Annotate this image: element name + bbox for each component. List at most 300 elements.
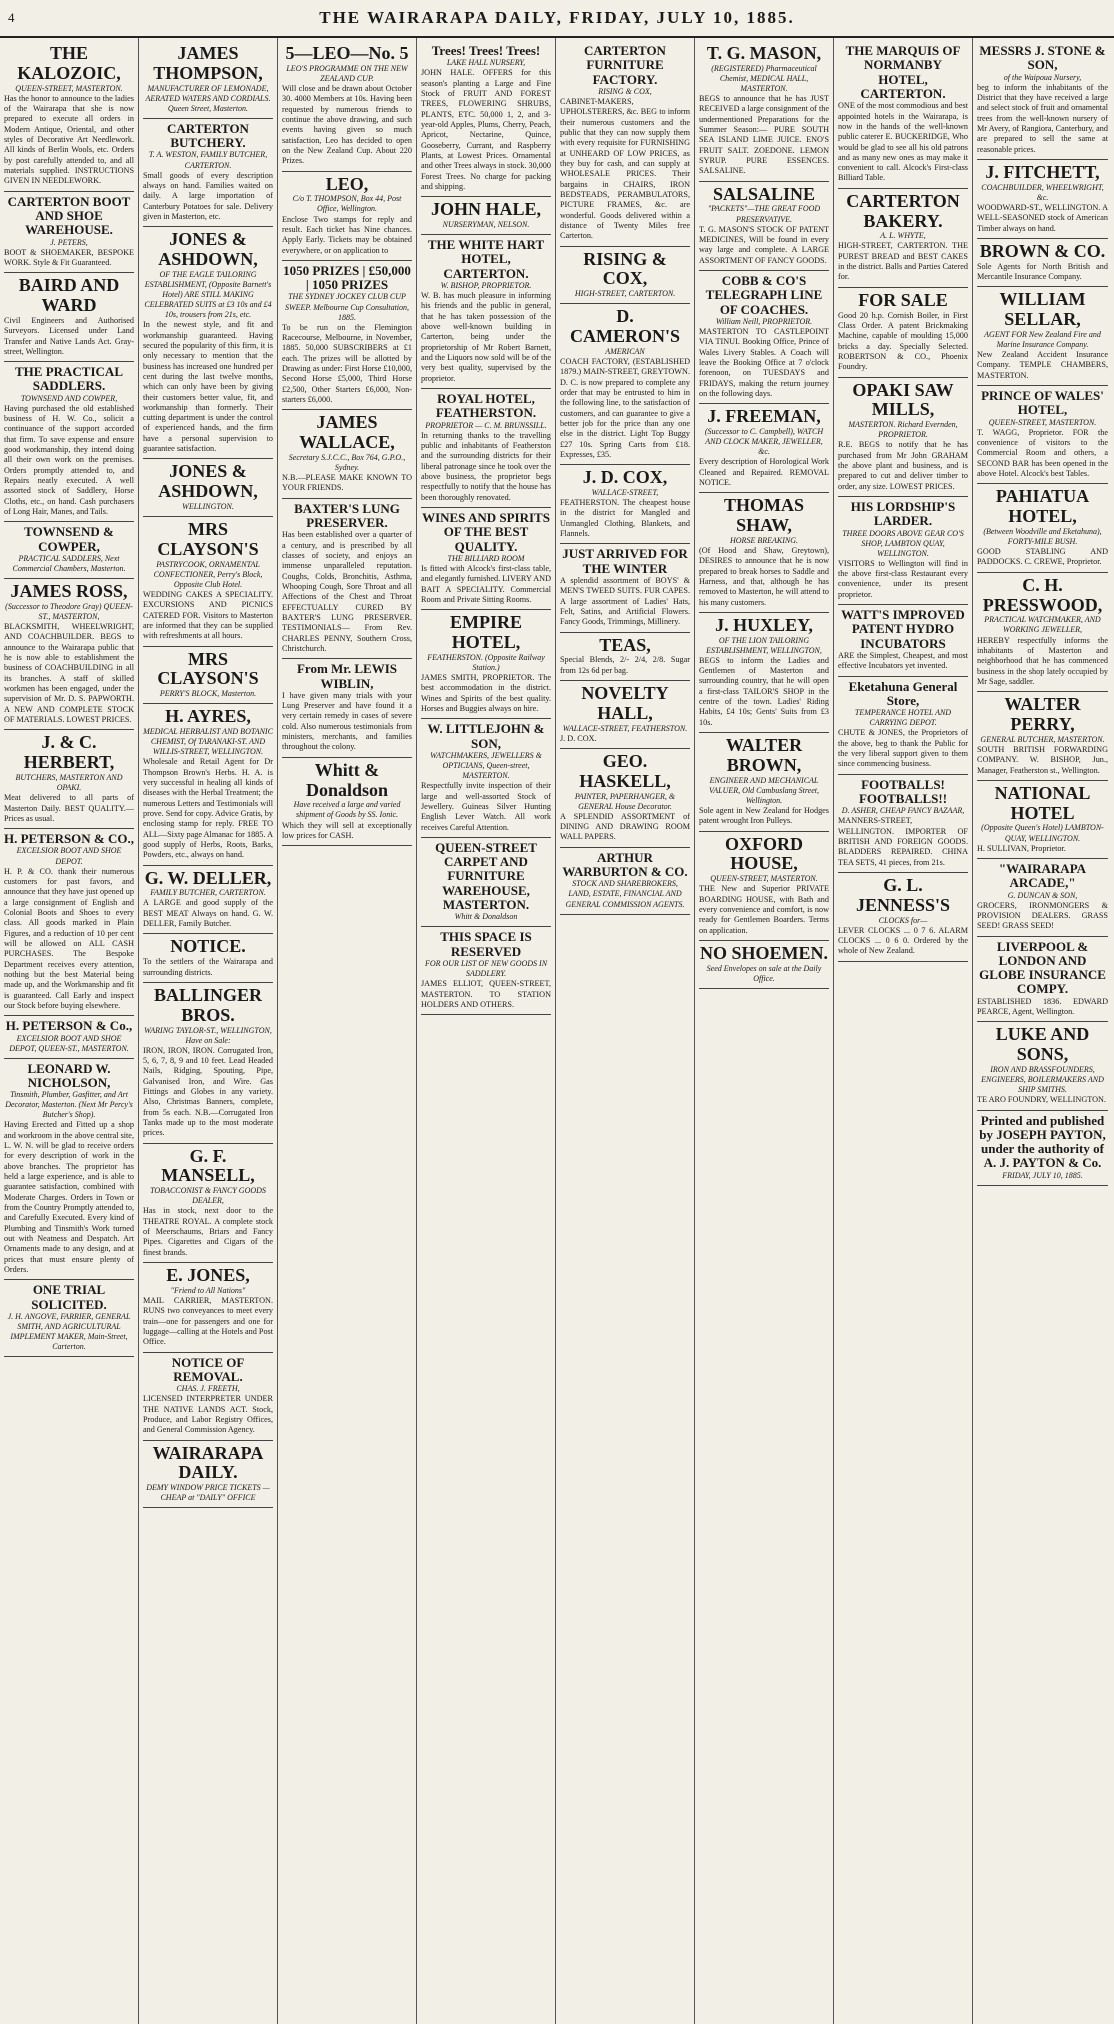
advertisement — [143, 227, 273, 459]
advertisement — [699, 493, 829, 613]
advertisement-body: beg to inform the inhabitants of the District that they have received a large and select stock of fruit and ornamental trees from the well-known nursery of Mr Avery, of Rangiora, Canterbury, and are prepared to sell the same at reasonable prices. — [977, 82, 1108, 154]
advertisement-sub: PROPRIETOR — C. M. BRUNSSILL. — [425, 420, 547, 430]
advertisement-head: WINES AND SPIRITS OF THE BEST QUALITY. — [422, 510, 550, 554]
masthead — [0, 0, 1114, 38]
advertisement-head: LEONARD W. NICHOLSON, — [27, 1060, 111, 1090]
advertisement — [143, 1353, 273, 1441]
advertisement-head: ARTHUR WARBURTON & CO. — [562, 849, 688, 880]
advertisement-head: WILLIAM SELLAR, — [999, 289, 1086, 330]
advertisement-head: Eketahuna General Store, — [848, 678, 958, 708]
column-5 — [556, 38, 695, 2024]
advertisement-sub: WATCHMAKERS, JEWELLERS & OPTICIANS, Queen-street, MASTERTON. — [430, 751, 542, 781]
advertisement — [560, 681, 690, 749]
advertisement-sub: FOR OUR LIST OF NEW GOODS IN SADDLERY. — [424, 959, 548, 979]
advertisement-head: G. W. DELLER, — [144, 867, 272, 888]
advertisement-body: GROCERS, IRONMONGERS & PROVISION DEALERS. GRASS SEED! GRASS SEED! — [977, 900, 1108, 931]
advertisement — [421, 719, 551, 837]
advertisement — [143, 983, 273, 1144]
advertisement-head: H. PETERSON & Co., — [5, 1018, 133, 1034]
advertisement — [421, 41, 551, 197]
advertisement — [699, 941, 829, 989]
advertisement-sub: TOBACCONIST & FANCY GOODS DEALER, — [150, 1186, 266, 1206]
advertisement-sub: STOCK AND SHAREBROKERS, LAND, ESTATE, FINANCIAL AND GENERAL COMMISSION AGENTS. — [565, 879, 685, 909]
advertisement-body: ONE of the most commodious and best appointed hotels in the Wairarapa, is now in the hands of the well-known public caterer E. BUCKERIDGE, Who would be glad to see all his old patrons and as many new ones as may make it convenient to call. Alcock's First-class Billiard Table. — [838, 101, 968, 183]
advertisement-head: OPAKI SAW MILLS, — [852, 379, 954, 420]
advertisement-sub: "Friend to All Nations" — [170, 1285, 246, 1295]
advertisement-body: Sole Agents for North British and Mercantile Insurance Company. — [977, 261, 1108, 282]
advertisement-sub: G. DUNCAN & SON, — [1007, 890, 1078, 900]
advertisement-head: PRINCE OF WALES' HOTEL, — [981, 388, 1104, 418]
advertisement-sub: GENERAL BUTCHER, MASTERTON. — [980, 734, 1105, 744]
advertisement — [977, 41, 1108, 160]
advertisement-body: THE New and Superior PRIVATE BOARDING HOUSE, with Bath and every convenience and comfort, is now ready for Gentlemen Boarders. Terms on application. — [699, 884, 829, 935]
advertisement-body: VISITORS to Wellington will find in the above first-class Restaurant every convenience, under its present proprietor. — [838, 558, 968, 599]
advertisement-body: ARE the Simplest, Cheapest, and most effective Incubators yet invented. — [838, 650, 968, 671]
advertisement-body: MASTERTON TO CASTLEPOINT VIA TINUI. Booking Office, Prince of Wales Livery Stables. A Coach will leave the Booking Office at 7 o'clock forenoon, on TUESDAYS and FRIDAYS, making the return journey on the following days. — [699, 326, 829, 398]
advertisement-head: TEAS, — [599, 634, 651, 655]
advertisement-head: G. F. MANSELL, — [161, 1145, 255, 1186]
advertisement-head: LUKE AND SONS, — [995, 1024, 1090, 1065]
advertisement — [421, 235, 551, 389]
advertisement-body: Which they will sell at exceptionally low prices for CASH. — [282, 820, 412, 840]
advertisement-head: G. L. JENNESS'S — [855, 875, 951, 915]
advertisement — [560, 41, 690, 247]
advertisement-sub: QUEEN-STREET, MASTERTON. — [988, 417, 1097, 427]
advertisement — [143, 517, 273, 646]
advertisement-head: C. H. PRESSWOOD, — [982, 574, 1103, 615]
advertisement — [699, 832, 829, 941]
advertisement-body: BLACKSMITH, WHEELWRIGHT, AND COACHBUILDER. BEGS to announce to the Wairarapa public that he is now able to establishment the business of COACHBUILDING in all its branches. A staff of skilled workmen has been engaged, under the supervision of Mr. D. S. PAPWORTH. A NEW AND COMPLETE STOCK OF MATERIALS. LOWEST PRICES. — [4, 622, 134, 725]
advertisement-body: BEGS to inform the Ladies and Gentlemen of Masterton and surrounding country, that he will open a first-class TAILOR'S SHOP in the centre of the town. Ladies' Riding Habits, £4 10s; Gents' Suits from £3 10s. — [699, 655, 829, 727]
column-3 — [278, 38, 417, 2024]
advertisement — [143, 119, 273, 227]
advertisement-body: A splendid assortment of BOYS' & MEN'S TWEED SUITS. FUR CAPES. A large assortment of Ladies' Hats, Felt, Satins, and Artificial Flowers. Fancy Goods, Trimmings, Millinery. — [560, 575, 690, 627]
advertisement-head: THIS SPACE IS RESERVED — [440, 929, 532, 959]
advertisement-body: BEGS to announce that he has JUST RECEIVED a large consignment of the undermentioned Preparations for the Summer Season:— PURE SOUTH SEA ISLAND LIME JUICE. ENO'S FRUIT SALT. ZOEDONE. LEMON SYRUP. PURE ESSENCES. SALSALINE. — [699, 94, 829, 176]
advertisement-sub: IRON AND BRASSFOUNDERS, ENGINEERS, BOILERMAKERS AND SHIP SMITHS. — [981, 1065, 1104, 1095]
advertisement — [838, 775, 968, 873]
advertisement-body: To the settlers of the Wairarapa and surrounding districts. — [143, 957, 273, 977]
advertisement-body: Enclose Two stamps for reply and result. Each ticket has Nine chances. Apply Early. Tickets may be obtained everywhere, or on application to — [282, 214, 412, 255]
advertisement-sub: PRACTICAL WATCHMAKER, AND WORKING JEWELLER, — [984, 615, 1101, 635]
advertisement-sub: OF THE EAGLE TAILORING ESTABLISHMENT, (Opposite Barnett's Hotel) ARE STILL MAKING CELEBRATED SUITS at £3 10s and £4 10s, trousers from 21s, etc. — [144, 269, 272, 320]
advertisement-sub: Secretary S.J.C.C., Box 764, G.P.O., Sydney. — [288, 452, 406, 472]
advertisement-sub: MANUFACTURER OF LEMONADE, AERATED WATERS AND CORDIALS. Queen Street, Masterton. — [145, 83, 271, 113]
advertisement-body: Civil Engineers and Authorised Surveyors. Licensed under Land Transfer and Native Lands Act. Gray-street, Wellington. — [4, 315, 134, 356]
advertisement-body: WEDDING CAKES A SPECIALITY. EXCURSIONS AND PICNICS CATERED FOR. Visitors to Masterton are informed that they can be supplied with refreshments at all hours. — [143, 589, 273, 641]
advertisement-head: T. G. MASON, — [706, 43, 822, 63]
advertisement-sub: WALLACE-STREET, FEATHERSTON. — [562, 723, 688, 733]
advertisement-body: MANNERS-STREET, WELLINGTON. IMPORTER OF BRITISH AND FOREIGN GOODS. BLADDERS REPAIRED. CHINA TEA SETS, 41 pieces, from 21s. — [838, 816, 968, 867]
advertisement-head: E. JONES, — [166, 1265, 250, 1285]
advertisement-body: WOODWARD-ST., WELLINGTON. A WELL-SEASONED stock of American Timber always on hand. — [977, 202, 1108, 233]
advertisement-body: JAMES ELLIOT, QUEEN-STREET, MASTERTON. TO STATION HOLDERS AND OTHERS. — [421, 979, 551, 1009]
advertisement-head: NATIONAL HOTEL — [994, 782, 1091, 823]
advertisement-head: From Mr. LEWIS WIBLIN, — [296, 661, 398, 691]
advertisement — [282, 659, 412, 758]
advertisement-head: MESSRS J. STONE & SON, — [979, 43, 1106, 73]
advertisement-head: OXFORD HOUSE, — [725, 833, 803, 874]
advertisement-sub: "PACKETS"—THE GREAT FOOD PRESERVATIVE. — [707, 204, 821, 224]
advertisement-head: LIVERPOOL & LONDON AND GLOBE INSURANCE COMPY. — [979, 938, 1106, 997]
advertisement-sub: J. H. ANGOVE, FARRIER, GENERAL SMITH, AND AGRICULTURAL IMPLEMENT MAKER, Main-Street, Carterton. — [7, 1312, 131, 1352]
advertisement-body: A LARGE and good supply of the BEST MEAT Always on hand. G. W. DELLER, Family Butcher. — [143, 898, 273, 929]
advertisement — [4, 730, 134, 829]
advertisement — [977, 1022, 1108, 1110]
advertisement — [699, 271, 829, 404]
advertisement — [4, 579, 134, 730]
advertisement-sub: WALLACE-STREET, — [591, 487, 659, 497]
advertisement-head: THE WHITE HART HOTEL, CARTERTON. — [427, 237, 545, 281]
advertisement-head: PAHIATUA HOTEL, — [995, 486, 1090, 527]
advertisement-sub: AGENT FOR New Zealand Fire and Marine Insurance Company. — [984, 329, 1101, 350]
advertisement-sub: LEO'S PROGRAMME ON THE NEW ZEALAND CUP. — [286, 63, 408, 83]
advertisement-sub: MASTERTON. Richard Evernden, PROPRIETOR. — [848, 420, 958, 440]
advertisement-head: TOWNSEND & COWPER, — [24, 524, 114, 554]
column-7 — [834, 38, 973, 2024]
advertisement-body: MAIL CARRIER, MASTERTON. RUNS two conveyances to meet every train—one for passengers and one for luggage—calling at the Hotels and Post Office. — [143, 1295, 273, 1347]
advertisement — [560, 544, 690, 632]
advertisement-sub: WELLINGTON. — [182, 502, 234, 512]
advertisement — [977, 859, 1108, 937]
advertisement-head: CARTERTON BAKERY. — [846, 190, 960, 231]
advertisement — [838, 378, 968, 497]
advertisement-body: Sole agent in New Zealand for Hodges patent wrought Iron Pulleys. — [699, 805, 829, 826]
advertisement-body: Will close and be drawn about October 30. 4000 Members at 10s. Having been requested by numerous friends to continue the above drawing, and such events having given so much satisfaction, Leo has decided to open on the New Zealand Cup. About 220 Prizes. — [282, 83, 412, 166]
advertisement-sub: FAMILY BUTCHER, CARTERTON. — [150, 888, 266, 898]
advertisement-sub: PASTRYCOOK, ORNAMENTAL CONFECTIONER, Perry's Block, Opposite Club Hotel. — [153, 559, 263, 589]
advertisement-head: COBB & CO'S TELEGRAPH LINE OF COACHES. — [705, 272, 823, 317]
advertisement-head: THOMAS SHAW, — [723, 495, 804, 535]
advertisement — [977, 1111, 1108, 1186]
advertisement-sub: A. L. WHYTE, — [880, 231, 926, 241]
advertisement-body: Having purchased the old established business of H. W. Co., solicit a continuance of the support accorded that firm. To save expense and ensure good workmanship, they intend doing all their own work on the premises. Orders promptly attended to, and Repairs neatly executed. A well assorted stock of Saddlery, Horse Cloths, etc., on hand. Cash purchasers of Long Hair, Manes, and Tails. — [4, 403, 134, 517]
advertisement-body: TE ARO FOUNDRY, WELLINGTON. — [977, 1095, 1106, 1105]
advertisement-body: BOOT & SHOEMAKER, BESPOKE WORK. Style & Fit Guaranteed. — [4, 247, 134, 267]
advertisement-sub: Tinsmith, Plumber, Gasfitter, and Art Decorator, Masterton. (Next Mr Percy's Butcher's Shop). — [5, 1090, 133, 1120]
advertisement-sub: T. A. WESTON, FAMILY BUTCHER, CARTERTON. — [148, 150, 268, 170]
advertisement-body: (Of Hood and Shaw, Greytown), DESIRES to announce that he is now prepared to break horses to Saddle and Harness, and that, although he has removed to Masterton, he will attend to his many customers. — [699, 545, 829, 607]
advertisement-sub: THE BILLIARD ROOM — [447, 553, 525, 563]
advertisement-body: H. SULLIVAN, Proprietor. — [977, 843, 1066, 853]
advertisement-sub: HIGH-STREET, CARTERTON. — [574, 289, 676, 299]
advertisement-body: In the newest style, and fit and workmanship guaranteed. Having secured the popularity of this firm, it is only necessary to mention that the business has increased one hundred per cent during the last twelve months, which can only have been by giving their customers better value, fit, and workmanship than formerly. Their cutting department is under the control of experienced hands, and the firm have a personal supervision to guarantee satisfaction. — [143, 320, 273, 454]
advertisement-head: QUEEN-STREET CARPET AND FURNITURE WAREHOUSE, MASTERTON. — [435, 839, 537, 913]
advertisement-sub: COACHBUILDER, WHEELWRIGHT, &c. — [981, 182, 1104, 202]
advertisement-sub: AMERICAN — [605, 346, 645, 356]
column-8 — [973, 38, 1112, 2024]
advertisement-head: THE PRACTICAL SADDLERS. — [15, 364, 123, 394]
advertisement — [421, 389, 551, 508]
advertisement — [560, 247, 690, 305]
advertisement-head: BALLINGER BROS. — [153, 984, 263, 1025]
advertisement — [282, 41, 412, 172]
advertisement — [143, 1144, 273, 1263]
advertisement — [838, 677, 968, 775]
advertisement-head: WALTER PERRY, — [1004, 694, 1081, 734]
advertisement-sub: ENGINEER AND MECHANICAL VALUER, Old Cambuslang Street, Wellington. — [709, 775, 819, 805]
advertisement — [143, 934, 273, 982]
advertisement-sub: (REGISTERED) Pharmaceutical Chemist, MEDICAL HALL, MASTERTON. — [711, 63, 817, 93]
advertisement-sub: PAINTER, PAPERHANGER, & GENERAL House Decorator. — [574, 791, 676, 811]
advertisement-head: NOVELTY HALL, — [581, 683, 669, 723]
advertisement-sub: Whitt & Donaldson — [454, 912, 518, 922]
advertisement — [838, 873, 968, 962]
advertisement-body: Has the honor to announce to the ladies of the Wairarapa that she is now prepared to execute all orders in Modern Antique, Oriental, and other styles of Decorative Art Needlework. All kinds of Berlin Wools, etc. Orders by post carefully attended to, and all materials supplied. INSTRUCTIONS GIVEN IN NEEDLEWORK. — [4, 93, 134, 186]
advertisement — [560, 749, 690, 848]
advertisement-head: JONES & ASHDOWN, — [158, 229, 258, 270]
advertisement-head: JAMES WALLACE, — [299, 412, 395, 453]
advertisement — [4, 829, 134, 1016]
newspaper-title: THE WAIRARAPA DAILY, FRIDAY, JULY 10, 1885. — [319, 8, 795, 27]
advertisement-body: Has been established over a quarter of a century, and is prescribed by all classes of society, and enjoys an immense unparalleled reputation. Coughs, Colds, Bronchitis, Asthma, Whooping Cough, Sore Throat and all Affections of the Chest and Throat EFFECTUALLY CURED BY BAXTER'S LUNG PRESERVER. TESTIMONIALS— From Rev. CHARLES PENNY, Southern Cross, Christchurch. — [282, 530, 412, 653]
advertisement-body: LICENSED INTERPRETER UNDER THE NATIVE LANDS ACT. Stock, Produce, and Labor Registry Offices, and General Commission Agency. — [143, 1394, 273, 1435]
advertisement-head: THE MARQUIS OF NORMANBY HOTEL, CARTERTON. — [845, 43, 961, 101]
advertisement-body: ESTABLISHED 1836. EDWARD PEARCE, Agent, Wellington. — [977, 996, 1108, 1017]
column-2 — [139, 38, 278, 2024]
advertisement-sub: (Between Woodville and Eketahuna), FORTY-MILE BUSH. — [983, 527, 1102, 547]
advertisement-body: Has in stock, next door to the THEATRE ROYAL. A complete stock of Meerschaums, Briars and Fancy Pipes. Cigarettes and Cigars of the finest brands. — [143, 1206, 273, 1257]
advertisement-body: Small goods of every description always on hand. Families waited on daily. A large importation of Canterbury Potatoes for sale. Delivery given in Masterton, etc. — [143, 170, 273, 221]
advertisement — [560, 848, 690, 915]
advertisement-head: GEO. HASKELL, — [579, 751, 671, 791]
advertisement-body: JAMES SMITH, PROPRIETOR. The best accommodation in the district. Wines and Spirits of the best quality. Horses and Buggies always on hire. — [421, 673, 551, 714]
advertisement — [4, 522, 134, 579]
advertisement-head: NOTICE OF REMOVAL. — [171, 1354, 245, 1384]
advertisement — [699, 404, 829, 493]
advertisement-head: CARTERTON BOOT AND SHOE WAREHOUSE. — [7, 193, 131, 238]
advertisement — [560, 633, 690, 681]
advertisement-head: "WAIRARAPA ARCADE," — [998, 860, 1087, 891]
advertisement — [4, 1059, 134, 1281]
advertisement-body: T. WAGG, Proprietor. FOR the convenience of visitors to the Commercial Room and others, a SECOND BAR has been opened in the above Hotel. Alcock's best Tables. — [977, 427, 1108, 479]
advertisement-sub: (Successor to C. Campbell), WATCH AND CLOCK MAKER, JEWELLER, &c. — [704, 426, 824, 457]
advertisement-sub: PRACTICAL SADDLERS, Next Commercial Chambers, Masterton. — [12, 554, 126, 574]
advertisement — [421, 838, 551, 928]
advertisement-sub: Seed Envelopes on sale at the Daily Office. — [706, 963, 822, 983]
advertisement-sub: THREE DOORS ABOVE GEAR CO'S SHOP, LAMBTON QUAY, WELLINGTON. — [842, 528, 964, 558]
advertisement — [143, 41, 273, 119]
advertisement-sub: QUEEN-STREET, MASTERTON. — [15, 83, 123, 93]
advertisement-sub: MEDICAL HERBALIST AND BOTANIC CHEMIST, Of TARANAKI-ST. AND WILLIS-STREET, WELLINGTON. — [143, 727, 273, 757]
advertisement-sub: (Opposite Queen's Hotel) LAMBTON-QUAY, WELLINGTON. — [981, 823, 1104, 843]
advertisement-sub: QUEEN-STREET, MASTERTON. — [710, 874, 818, 884]
advertisement — [699, 41, 829, 182]
advertisement — [143, 866, 273, 935]
advertisement — [4, 273, 134, 362]
advertisement-sub: Have received a large and varied shipment of Goods by SS. Ionic. — [293, 800, 401, 820]
advertisement-body: JOHN HALE. OFFERS for this season's planting a Large and Fine Stock of FRUIT AND FOREST TREES, FLOWERING SHRUBS, PLANTS, ETC. 50,000 1, 2, and 3-year-old Apples, Plums, Cherry, Peach, Apricot, Nectarine, Quince, Gooseberry, Currant, and Raspberry Plants, at Lowest Prices. Ornamental and other Trees always in stock. 30,000 Forest Trees. No charge for packing and shipping. — [421, 68, 551, 191]
advertisement — [699, 613, 829, 733]
advertisement-body: Is fitted with Alcock's first-class table, and elegantly furnished. LIVERY AND BAIT A SPECIALITY. Commercial Room and Private Sitting Rooms. — [421, 564, 551, 605]
advertisement-body: Every description of Horological Work Cleaned and Repaired. REMOVAL NOTICE. — [699, 457, 829, 487]
advertisement — [699, 733, 829, 831]
advertisement — [977, 937, 1108, 1023]
advertisement-head: MRS CLAYSON'S — [157, 519, 259, 559]
advertisement-head: J. FREEMAN, — [707, 406, 821, 427]
advertisement-head: ONE TRIAL SOLICITED. — [31, 1282, 107, 1312]
advertisement — [282, 499, 412, 660]
advertisement-body: R.E. BEGS to notify that he has purchased from Mr John GRAHAM the above plant and business, and is prepared to cut and deliver timber to order, any size. LOWEST PRICES. — [838, 440, 968, 491]
advertisement-sub: of the Waipoua Nursery, — [1003, 72, 1082, 82]
advertisement-head: SALSALINE — [712, 183, 816, 204]
advertisement-head: JUST ARRIVED FOR THE WINTER — [562, 546, 688, 576]
advertisement-head: FOR SALE — [858, 289, 948, 310]
advertisement-body: Respectfully invite inspection of their large and well-assorted Stock of Jewellery. Guineas Silver Hunting English Lever Watch. All work receives Careful Attention. — [421, 781, 551, 832]
advertisement — [977, 386, 1108, 484]
advertisement-body: H. P. & CO. thank their numerous customers for past favors, and announce that they have just opened up a large consignment of English and Colonial Boots and Shoes to every class. All goods marked in Plain Figures, and a reduction of 10 per cent will be allowed on ALL CASH PURCHASES. The Bespoke Department receives every attention, nothing but the best Material being made up, and the Workmanship and fit is guaranteed. Call Early and inspect our Stock before buying elsewhere. — [4, 866, 134, 1010]
advertisement-head: JAMES THOMPSON, — [153, 43, 263, 83]
advertisement — [699, 182, 829, 271]
advertisement-body: Having Erected and Fitted up a shop and workroom in the above central site, L. W. N. will be glad to receive orders for every description of work in the above branches. The proprietor has held a large experience, and is able to guarantee satisfaction, combined with Moderate Charges. Orders in Town or from the Country Promptly attended to, and Carefully Executed. Every kind of Plumbing and Tinsmith's Work turned out with Neatness and Despatch. Art Ornaments made to any design, and at prices that must ensure plenty of Orders. — [4, 1120, 134, 1275]
advertisement-head: W. LITTLEJOHN & SON, — [427, 721, 545, 751]
column-4 — [417, 38, 556, 2024]
advertisement-head: J. D. COX, — [582, 467, 668, 488]
advertisement-sub: TEMPERANCE HOTEL AND CARRYING DEPOT. — [854, 708, 952, 728]
advertisement — [282, 758, 412, 846]
advertisement — [4, 362, 134, 522]
advertisement-body: CHUTE & JONES, the Proprietors of the above, beg to thank the Public for the very liberal support given to them since commencing business. — [838, 728, 968, 769]
advertisement-head: NOTICE. — [170, 936, 246, 957]
advertisement-body: HIGH-STREET, CARTERTON. THE PUREST BREAD and BEST CAKES in the district. Balls and Parties Catered for. — [838, 241, 968, 282]
advertisement — [421, 610, 551, 719]
advertisement-sub: NURSERYMAN, NELSON. — [442, 220, 530, 230]
advertisement-sub: TOWNSEND AND COWPER, — [20, 393, 118, 403]
advertisement-body: LEVER CLOCKS ... 0 7 6. ALARM CLOCKS ... 0 6 0. Ordered by the whole of New Zealand. — [838, 925, 968, 956]
advertisement-head: MRS CLAYSON'S — [157, 648, 259, 689]
advertisement-body: FEATHERSTON. The cheapest house in the district for Mangled and Unmangled Clothing, Blankets, and Flannels. — [560, 498, 690, 539]
advertisement-sub: HORSE BREAKING. — [730, 535, 798, 545]
advertisement-body: New Zealand Accident Insurance Company. TEMPLE CHAMBERS, MASTERTON. — [977, 350, 1108, 380]
advertisement-head: Whitt & Donaldson — [305, 759, 389, 800]
advertisement-body: SOUTH BRITISH FORWARDING COMPANY. W. BISHOP, Jun., Manager, Featherston st., Wellington. — [977, 744, 1108, 775]
advertisement-body: IRON, IRON, IRON. Corrugated Iron, 5, 6, 7, 8, 9 and 10 feet. Lead Headed Nails, Ridging, Spouting, Pipe, Galvanised Iron, and Wire. Gas Fittings and Globes in any variety. Also, Christmas Banners, complete, from 5s each. N.B.—Corrugated Iron Tanks made up to the most moderate prices. — [143, 1045, 273, 1138]
advertisement — [838, 605, 968, 677]
advertisement-sub: PERRY'S BLOCK, Masterton. — [159, 689, 257, 699]
advertisement — [560, 304, 690, 465]
advertisement-sub: C/o T. THOMPSON, Box 44, Post Office, Wellington. — [292, 194, 402, 214]
advertisement — [4, 192, 134, 274]
advertisement-head: EMPIRE HOTEL, — [450, 612, 522, 653]
advertisement — [4, 1016, 134, 1058]
advertisement-sub: FEATHERSTON. (Opposite Railway Station.) — [427, 652, 545, 673]
advertisement — [4, 1280, 134, 1357]
column-6 — [695, 38, 834, 2024]
advertisement — [838, 497, 968, 605]
columns — [0, 38, 1114, 2024]
advertisement — [977, 239, 1108, 287]
advertisement — [143, 1263, 273, 1353]
advertisement — [977, 573, 1108, 692]
advertisement-body: Special Blends, 2/- 2/4, 2/8. Sugar from 12s 6d per bag. — [560, 655, 690, 675]
advertisement — [421, 927, 551, 1015]
page-number: 4 — [8, 10, 15, 25]
advertisement-head: H. AYRES, — [165, 706, 251, 727]
advertisement-head: Printed and published by JOSEPH PAYTON, under the authority of A. J. PAYTON & Co. — [979, 1112, 1106, 1171]
advertisement — [282, 172, 412, 261]
advertisement — [143, 1441, 273, 1509]
advertisement — [838, 288, 968, 378]
advertisement — [977, 781, 1108, 859]
advertisement-sub: LAKE HALL NURSERY, — [446, 58, 526, 68]
advertisement-body: Good 20 h.p. Cornish Boiler, in First Class Order. A patent Brickmaking Machine, capable of moulding 15,000 bricks a day. Specially Selected. ROBERTSON & CO., Phoenix Foundry. — [838, 310, 968, 372]
advertisement-body: J. D. COX. — [560, 733, 597, 743]
advertisement-head: WAIRARAPA DAILY. — [152, 1442, 264, 1483]
advertisement-body: CABINET-MAKERS, UPHOLSTERERS, &c. BEG to inform their numerous customers and the public that they can now supply them with every requisite for FURNISHING at UNHEARD OF LOW PRICES, as they buy for cash, and can supply at WHOLESALE PRICES. Their bargains in CHAIRS, IRON BEDSTEADS, PERAMBULATORS, PICTURE FRAMES, &c. are wonderful. Goods delivered within a distance of Twenty Miles free Carterton. — [560, 96, 690, 241]
advertisement-sub: CLOCKS for— — [878, 915, 928, 925]
advertisement-sub: WARING TAYLOR-ST., WELLINGTON, Have on Sale: — [144, 1025, 272, 1045]
advertisement-sub: OF THE LION TAILORING ESTABLISHMENT, WELLINGTON, — [706, 635, 822, 655]
advertisement-sub: FRIDAY, JULY 10, 1885. — [1002, 1170, 1083, 1180]
advertisement-sub: D. ASHER, CHEAP FANCY BAZAAR, — [841, 806, 965, 816]
advertisement-head: J. HUXLEY, — [715, 614, 813, 635]
advertisement — [838, 41, 968, 189]
advertisement-sub: RISING & COX, — [598, 86, 652, 96]
advertisement-head: J. & C. HERBERT, — [23, 732, 115, 773]
advertisement-body: HEREBY respectfully informs the inhabitants of Masterton and neighborhood that he has commenced business in the shop lately occupied by Mr Sage, saddler. — [977, 635, 1108, 686]
advertisement-head: ROYAL HOTEL, FEATHERSTON. — [435, 391, 537, 421]
advertisement-head: J. FITCHETT, — [985, 161, 1100, 182]
advertisement-sub: J. PETERS, — [50, 237, 88, 247]
advertisement-head: WATT'S IMPROVED PATENT HYDRO INCUBATORS — [841, 607, 965, 651]
advertisement-head: NO SHOEMEN. — [699, 942, 828, 963]
advertisement-head: WALTER BROWN, — [725, 735, 803, 775]
advertisement-head: CARTERTON FURNITURE FACTORY. — [584, 43, 666, 87]
advertisement-sub: DEMY WINDOW PRICE TICKETS — CHEAP at "DAILY" OFFICE — [146, 1483, 270, 1503]
advertisement-body: COACH FACTORY, (ESTABLISHED 1879.) MAIN-STREET, GREYTOWN. D. C. is now prepared to complete any order that may be entrusted to him in the following line, to the satisfaction of customers, and can guarantee to give a better job for the price than any one else in the district. Light Top Buggy £27 10s. Spring Carts from £18. Expresses, £35. — [560, 356, 690, 459]
advertisement-sub: W. BISHOP, PROPRIETOR. — [440, 281, 532, 291]
advertisement-head: BAXTER'S LUNG PRESERVER. — [294, 500, 400, 530]
advertisement-body: A SPLENDID ASSORTMENT of DINING AND DRAWING ROOM WALL PAPERS. — [560, 811, 690, 842]
advertisement-head: THE KALOZOIC, — [17, 43, 121, 83]
advertisement-head: BROWN & CO. — [979, 240, 1106, 261]
advertisement-sub: BUTCHERS, MASTERTON AND OPAKI. — [15, 773, 123, 793]
advertisement — [421, 508, 551, 610]
advertisement-head: H. PETERSON & CO., — [4, 831, 135, 847]
advertisement-body: N.B.—PLEASE MAKE KNOWN TO YOUR FRIENDS. — [282, 473, 412, 493]
column-1 — [0, 38, 139, 2024]
advertisement-sub: THE SYDNEY JOCKEY CLUB CUP SWEEP. Melbourne Cup Consultation, 1885. — [284, 292, 410, 322]
advertisement-body: W. B. has much pleasure in informing his friends and the public in general, that he has taken possession of the above well-known building in Carterton, being under the proprietorship of Mr Robert Barnett, and the Liquors now sold will be of the very best quality, supervised by the proprietor. — [421, 291, 551, 383]
advertisement-head: JAMES ROSS, — [10, 581, 128, 602]
advertisement-head: 1050 PRIZES | £50,000 | 1050 PRIZES — [283, 262, 411, 293]
advertisement-sub: CHAS. J. FREETH, — [176, 1384, 240, 1394]
advertisement-sub: William Neill, PROPRIETOR. — [715, 316, 813, 326]
advertisement-body: GOOD STABLING AND PADDOCKS. C. CREWE, Proprietor. — [977, 547, 1108, 567]
advertisement-head: D. CAMERON'S — [569, 306, 680, 347]
advertisement-head: BAIRD AND WARD — [18, 275, 120, 316]
advertisement-head: 5—LEO—No. 5 — [285, 43, 409, 63]
advertisement-head: FOOTBALLS! FOOTBALLS!! — [858, 776, 948, 806]
advertisement — [143, 647, 273, 705]
advertisement-sub: (Successor to Theodore Gray) QUEEN-ST., MASTERTON, — [5, 601, 133, 622]
advertisement — [560, 465, 690, 544]
advertisement-head: CARTERTON BUTCHERY. — [167, 120, 249, 151]
advertisement — [977, 484, 1108, 572]
advertisement-sub: EXCELSIOR BOOT AND SHOE DEPOT. — [16, 846, 122, 866]
advertisement-body: I have given many trials with your Lung Preserver and have found it a very certain remedy in cases of severe cold. Also numerous testimonials from ministers, merchants, and families throughout the colony. — [282, 690, 412, 752]
advertisement-body: Wholesale and Retail Agent for Dr Thompson Brown's Herbs. H. A. is very successful in healing all kinds of diseases with the Herbal Treatment; the numerous Letters and Testimonials will prove. Send for copy. Advice Gratis, by enclosing stamp for reply. FREE TO ALL—Sixty page Almanac for 1885. A good supply of Herbs, Roots, Barks, Powders, etc., always on hand. — [143, 757, 273, 860]
advertisement-head: HIS LORDSHIP'S LARDER. — [850, 498, 956, 529]
advertisement-head: Trees! Trees! Trees! — [431, 43, 541, 58]
advertisement — [282, 410, 412, 498]
advertisement-sub: EXCELSIOR BOOT AND SHOE DEPOT, QUEEN-ST., MASTERTON. — [9, 1033, 129, 1053]
advertisement-body: T. G. MASON'S STOCK OF PATENT MEDICINES, Will be found in every way large and complete. A LARGE ASSORTMENT OF FANCY GOODS. — [699, 224, 829, 265]
advertisement — [143, 704, 273, 865]
advertisement-head: RISING & COX, — [583, 248, 667, 289]
advertisement — [282, 261, 412, 410]
advertisement — [838, 189, 968, 288]
